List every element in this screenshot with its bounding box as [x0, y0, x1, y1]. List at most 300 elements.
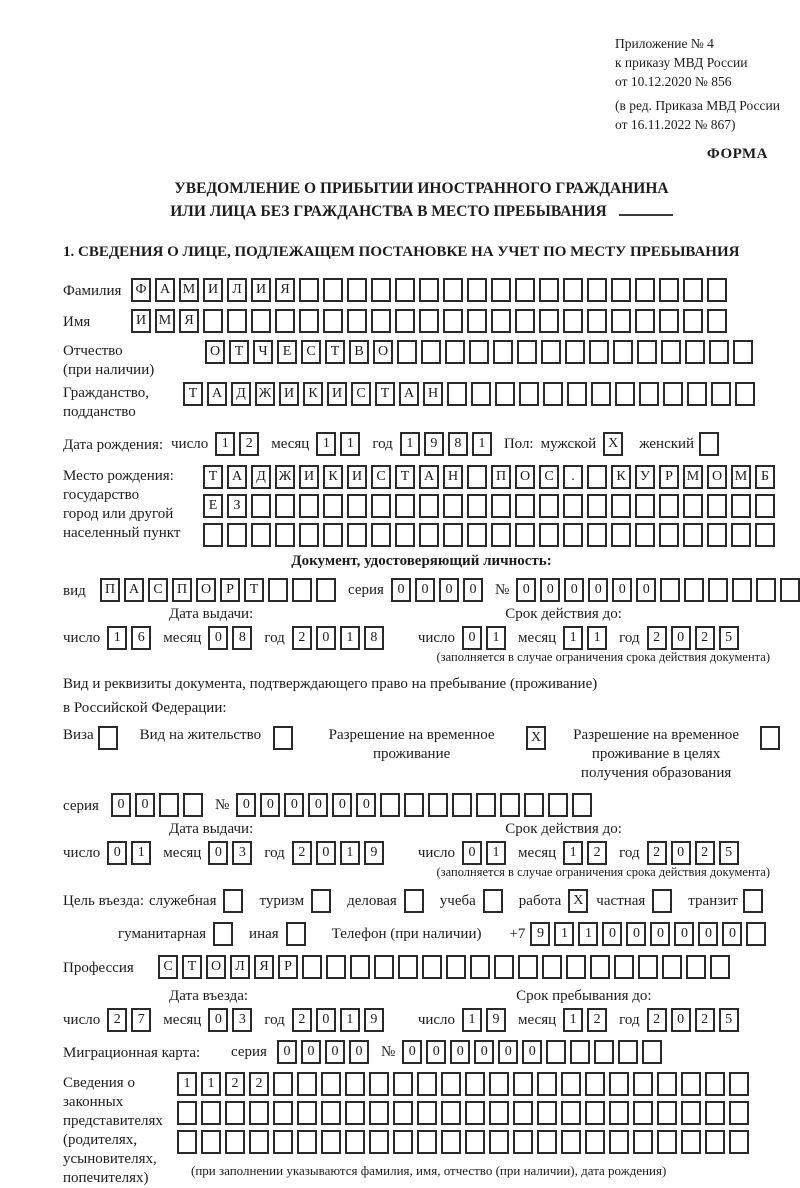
char-cell[interactable]: [681, 1130, 701, 1154]
checkbox-cell[interactable]: [213, 922, 233, 946]
char-cell[interactable]: [590, 955, 610, 979]
char-cell[interactable]: [371, 278, 391, 302]
char-cell[interactable]: [637, 340, 657, 364]
char-cell[interactable]: 0: [301, 1040, 321, 1064]
char-cell[interactable]: [302, 955, 322, 979]
char-cell[interactable]: Л: [230, 955, 250, 979]
char-cell[interactable]: [618, 1040, 638, 1064]
char-cell[interactable]: [465, 1101, 485, 1125]
checkbox-cell[interactable]: [286, 922, 306, 946]
char-cell[interactable]: Л: [227, 278, 247, 302]
char-cell[interactable]: 1: [201, 1072, 221, 1096]
char-cell[interactable]: [489, 1072, 509, 1096]
char-cell[interactable]: [635, 523, 655, 547]
char-cell[interactable]: [297, 1101, 317, 1125]
char-cell[interactable]: 1: [177, 1072, 197, 1096]
char-cell[interactable]: 2: [695, 1008, 715, 1032]
char-cell[interactable]: С: [371, 465, 391, 489]
char-cell[interactable]: [585, 1072, 605, 1096]
char-cell[interactable]: [347, 309, 367, 333]
char-cell[interactable]: [615, 382, 635, 406]
char-cell[interactable]: 0: [463, 578, 483, 602]
char-cell[interactable]: [369, 1101, 389, 1125]
char-cell[interactable]: [587, 278, 607, 302]
char-cell[interactable]: [275, 309, 295, 333]
char-cell[interactable]: [561, 1130, 581, 1154]
char-cell[interactable]: [321, 1072, 341, 1096]
char-cell[interactable]: [585, 1130, 605, 1154]
char-cell[interactable]: [609, 1101, 629, 1125]
char-cell[interactable]: [447, 382, 467, 406]
char-cell[interactable]: 0: [602, 922, 622, 946]
char-cell[interactable]: 1: [563, 1008, 583, 1032]
char-cell[interactable]: М: [179, 278, 199, 302]
char-cell[interactable]: 1: [578, 922, 598, 946]
char-cell[interactable]: [542, 955, 562, 979]
char-cell[interactable]: 6: [131, 626, 151, 650]
char-cell[interactable]: [183, 793, 203, 817]
char-cell[interactable]: 2: [647, 626, 667, 650]
char-cell[interactable]: 9: [364, 1008, 384, 1032]
char-cell[interactable]: О: [196, 578, 216, 602]
char-cell[interactable]: 0: [236, 793, 256, 817]
char-cell[interactable]: 0: [522, 1040, 542, 1064]
char-cell[interactable]: П: [172, 578, 192, 602]
char-cell[interactable]: 1: [486, 841, 506, 865]
char-cell[interactable]: Н: [423, 382, 443, 406]
char-cell[interactable]: [393, 1072, 413, 1096]
char-cell[interactable]: [467, 465, 487, 489]
char-cell[interactable]: 0: [426, 1040, 446, 1064]
char-cell[interactable]: [316, 578, 336, 602]
char-cell[interactable]: 0: [325, 1040, 345, 1064]
char-cell[interactable]: [611, 494, 631, 518]
char-cell[interactable]: [633, 1101, 653, 1125]
char-cell[interactable]: 0: [564, 578, 584, 602]
char-cell[interactable]: [469, 340, 489, 364]
char-cell[interactable]: [729, 1101, 749, 1125]
char-cell[interactable]: [683, 278, 703, 302]
char-cell[interactable]: О: [205, 340, 225, 364]
char-cell[interactable]: 0: [439, 578, 459, 602]
char-cell[interactable]: [299, 494, 319, 518]
char-cell[interactable]: [445, 340, 465, 364]
char-cell[interactable]: 0: [316, 626, 336, 650]
char-cell[interactable]: Т: [203, 465, 223, 489]
char-cell[interactable]: Е: [277, 340, 297, 364]
char-cell[interactable]: 1: [340, 1008, 360, 1032]
char-cell[interactable]: 0: [356, 793, 376, 817]
char-cell[interactable]: 0: [135, 793, 155, 817]
char-cell[interactable]: [441, 1072, 461, 1096]
checkbox-cell[interactable]: [404, 889, 424, 913]
char-cell[interactable]: [731, 523, 751, 547]
char-cell[interactable]: [227, 309, 247, 333]
char-cell[interactable]: 2: [292, 841, 312, 865]
char-cell[interactable]: 0: [674, 922, 694, 946]
char-cell[interactable]: [371, 309, 391, 333]
char-cell[interactable]: [201, 1101, 221, 1125]
char-cell[interactable]: О: [206, 955, 226, 979]
char-cell[interactable]: 0: [402, 1040, 422, 1064]
char-cell[interactable]: [299, 309, 319, 333]
char-cell[interactable]: [705, 1130, 725, 1154]
checkbox-cell[interactable]: X: [568, 889, 588, 913]
char-cell[interactable]: И: [203, 278, 223, 302]
char-cell[interactable]: Ж: [255, 382, 275, 406]
char-cell[interactable]: [395, 494, 415, 518]
char-cell[interactable]: [177, 1101, 197, 1125]
char-cell[interactable]: [709, 340, 729, 364]
char-cell[interactable]: [201, 1130, 221, 1154]
char-cell[interactable]: [546, 1040, 566, 1064]
char-cell[interactable]: [227, 523, 247, 547]
char-cell[interactable]: [393, 1130, 413, 1154]
char-cell[interactable]: [452, 793, 472, 817]
char-cell[interactable]: [467, 494, 487, 518]
char-cell[interactable]: [395, 309, 415, 333]
char-cell[interactable]: [541, 340, 561, 364]
char-cell[interactable]: [323, 494, 343, 518]
char-cell[interactable]: 0: [722, 922, 742, 946]
char-cell[interactable]: [732, 578, 752, 602]
char-cell[interactable]: [684, 578, 704, 602]
char-cell[interactable]: [417, 1130, 437, 1154]
char-cell[interactable]: Р: [220, 578, 240, 602]
char-cell[interactable]: [633, 1130, 653, 1154]
char-cell[interactable]: 8: [364, 626, 384, 650]
char-cell[interactable]: Т: [183, 382, 203, 406]
char-cell[interactable]: [685, 340, 705, 364]
char-cell[interactable]: [467, 309, 487, 333]
char-cell[interactable]: [159, 793, 179, 817]
char-cell[interactable]: [443, 523, 463, 547]
char-cell[interactable]: [662, 955, 682, 979]
char-cell[interactable]: К: [323, 465, 343, 489]
char-cell[interactable]: Ж: [275, 465, 295, 489]
char-cell[interactable]: [587, 465, 607, 489]
char-cell[interactable]: 9: [486, 1008, 506, 1032]
char-cell[interactable]: 0: [650, 922, 670, 946]
char-cell[interactable]: М: [731, 465, 751, 489]
char-cell[interactable]: С: [301, 340, 321, 364]
checkbox-cell[interactable]: [483, 889, 503, 913]
char-cell[interactable]: И: [299, 465, 319, 489]
char-cell[interactable]: 1: [107, 626, 127, 650]
char-cell[interactable]: 1: [340, 841, 360, 865]
char-cell[interactable]: 2: [647, 1008, 667, 1032]
char-cell[interactable]: [635, 494, 655, 518]
char-cell[interactable]: 0: [671, 841, 691, 865]
char-cell[interactable]: С: [351, 382, 371, 406]
char-cell[interactable]: [587, 523, 607, 547]
char-cell[interactable]: И: [347, 465, 367, 489]
char-cell[interactable]: 0: [516, 578, 536, 602]
checkbox-cell[interactable]: [311, 889, 331, 913]
char-cell[interactable]: [441, 1130, 461, 1154]
char-cell[interactable]: [443, 309, 463, 333]
char-cell[interactable]: [397, 340, 417, 364]
char-cell[interactable]: [249, 1130, 269, 1154]
char-cell[interactable]: 2: [292, 1008, 312, 1032]
char-cell[interactable]: [369, 1130, 389, 1154]
char-cell[interactable]: 1: [563, 626, 583, 650]
char-cell[interactable]: .: [563, 465, 583, 489]
char-cell[interactable]: 0: [284, 793, 304, 817]
char-cell[interactable]: [297, 1130, 317, 1154]
char-cell[interactable]: 0: [540, 578, 560, 602]
char-cell[interactable]: З: [227, 494, 247, 518]
char-cell[interactable]: [705, 1072, 725, 1096]
char-cell[interactable]: [589, 340, 609, 364]
char-cell[interactable]: О: [373, 340, 393, 364]
char-cell[interactable]: [780, 578, 800, 602]
char-cell[interactable]: [729, 1072, 749, 1096]
char-cell[interactable]: 5: [719, 841, 739, 865]
char-cell[interactable]: М: [683, 465, 703, 489]
char-cell[interactable]: Б: [755, 465, 775, 489]
char-cell[interactable]: [471, 382, 491, 406]
char-cell[interactable]: [663, 382, 683, 406]
char-cell[interactable]: [594, 1040, 614, 1064]
char-cell[interactable]: [225, 1101, 245, 1125]
char-cell[interactable]: [729, 1130, 749, 1154]
char-cell[interactable]: [539, 309, 559, 333]
char-cell[interactable]: [395, 523, 415, 547]
char-cell[interactable]: [515, 309, 535, 333]
char-cell[interactable]: [565, 340, 585, 364]
char-cell[interactable]: [567, 382, 587, 406]
char-cell[interactable]: [587, 494, 607, 518]
char-cell[interactable]: [404, 793, 424, 817]
checkbox-cell[interactable]: X: [603, 432, 623, 456]
char-cell[interactable]: Т: [229, 340, 249, 364]
char-cell[interactable]: [539, 278, 559, 302]
char-cell[interactable]: Ф: [131, 278, 151, 302]
char-cell[interactable]: 1: [400, 432, 420, 456]
char-cell[interactable]: [371, 523, 391, 547]
char-cell[interactable]: [177, 1130, 197, 1154]
char-cell[interactable]: [446, 955, 466, 979]
char-cell[interactable]: У: [635, 465, 655, 489]
char-cell[interactable]: [467, 278, 487, 302]
char-cell[interactable]: [639, 382, 659, 406]
char-cell[interactable]: [524, 793, 544, 817]
char-cell[interactable]: [661, 340, 681, 364]
char-cell[interactable]: [591, 382, 611, 406]
char-cell[interactable]: 3: [232, 841, 252, 865]
char-cell[interactable]: 0: [588, 578, 608, 602]
char-cell[interactable]: И: [279, 382, 299, 406]
char-cell[interactable]: [203, 523, 223, 547]
char-cell[interactable]: [422, 955, 442, 979]
char-cell[interactable]: 1: [563, 841, 583, 865]
char-cell[interactable]: [465, 1072, 485, 1096]
char-cell[interactable]: [513, 1072, 533, 1096]
char-cell[interactable]: 0: [316, 841, 336, 865]
char-cell[interactable]: [428, 793, 448, 817]
char-cell[interactable]: [746, 922, 766, 946]
char-cell[interactable]: 1: [472, 432, 492, 456]
char-cell[interactable]: [347, 278, 367, 302]
char-cell[interactable]: [686, 955, 706, 979]
char-cell[interactable]: [323, 523, 343, 547]
char-cell[interactable]: И: [327, 382, 347, 406]
char-cell[interactable]: [225, 1130, 245, 1154]
char-cell[interactable]: 2: [647, 841, 667, 865]
checkbox-cell[interactable]: [223, 889, 243, 913]
char-cell[interactable]: [419, 494, 439, 518]
char-cell[interactable]: [443, 278, 463, 302]
char-cell[interactable]: Т: [325, 340, 345, 364]
checkbox-cell[interactable]: [652, 889, 672, 913]
char-cell[interactable]: [421, 340, 441, 364]
char-cell[interactable]: [570, 1040, 590, 1064]
char-cell[interactable]: Е: [203, 494, 223, 518]
char-cell[interactable]: [419, 309, 439, 333]
char-cell[interactable]: К: [611, 465, 631, 489]
char-cell[interactable]: 9: [364, 841, 384, 865]
char-cell[interactable]: [609, 1130, 629, 1154]
char-cell[interactable]: А: [207, 382, 227, 406]
char-cell[interactable]: Т: [395, 465, 415, 489]
char-cell[interactable]: А: [419, 465, 439, 489]
char-cell[interactable]: 0: [698, 922, 718, 946]
char-cell[interactable]: [491, 494, 511, 518]
char-cell[interactable]: 5: [719, 1008, 739, 1032]
char-cell[interactable]: [710, 955, 730, 979]
char-cell[interactable]: [537, 1101, 557, 1125]
char-cell[interactable]: Я: [254, 955, 274, 979]
char-cell[interactable]: П: [491, 465, 511, 489]
char-cell[interactable]: 2: [239, 432, 259, 456]
char-cell[interactable]: [518, 955, 538, 979]
char-cell[interactable]: [500, 793, 520, 817]
char-cell[interactable]: И: [131, 309, 151, 333]
char-cell[interactable]: 1: [486, 626, 506, 650]
char-cell[interactable]: С: [539, 465, 559, 489]
char-cell[interactable]: [347, 494, 367, 518]
char-cell[interactable]: [326, 955, 346, 979]
char-cell[interactable]: 8: [448, 432, 468, 456]
char-cell[interactable]: [273, 1101, 293, 1125]
char-cell[interactable]: [350, 955, 370, 979]
char-cell[interactable]: [321, 1130, 341, 1154]
char-cell[interactable]: [323, 278, 343, 302]
char-cell[interactable]: [563, 494, 583, 518]
char-cell[interactable]: [203, 309, 223, 333]
char-cell[interactable]: [513, 1101, 533, 1125]
char-cell[interactable]: [515, 494, 535, 518]
char-cell[interactable]: 8: [232, 626, 252, 650]
char-cell[interactable]: [465, 1130, 485, 1154]
char-cell[interactable]: [249, 1101, 269, 1125]
char-cell[interactable]: 2: [695, 841, 715, 865]
char-cell[interactable]: [275, 523, 295, 547]
char-cell[interactable]: [419, 523, 439, 547]
char-cell[interactable]: 2: [587, 841, 607, 865]
char-cell[interactable]: 7: [131, 1008, 151, 1032]
char-cell[interactable]: [659, 278, 679, 302]
char-cell[interactable]: [537, 1072, 557, 1096]
char-cell[interactable]: [273, 1072, 293, 1096]
char-cell[interactable]: [299, 523, 319, 547]
char-cell[interactable]: 3: [232, 1008, 252, 1032]
char-cell[interactable]: [491, 523, 511, 547]
char-cell[interactable]: Д: [251, 465, 271, 489]
char-cell[interactable]: [345, 1130, 365, 1154]
char-cell[interactable]: 0: [671, 1008, 691, 1032]
char-cell[interactable]: 0: [208, 1008, 228, 1032]
char-cell[interactable]: 0: [474, 1040, 494, 1064]
char-cell[interactable]: [517, 340, 537, 364]
char-cell[interactable]: [687, 382, 707, 406]
char-cell[interactable]: [613, 340, 633, 364]
char-cell[interactable]: [491, 278, 511, 302]
char-cell[interactable]: [707, 494, 727, 518]
char-cell[interactable]: [251, 523, 271, 547]
char-cell[interactable]: 0: [332, 793, 352, 817]
char-cell[interactable]: [755, 494, 775, 518]
char-cell[interactable]: [493, 340, 513, 364]
char-cell[interactable]: [543, 382, 563, 406]
char-cell[interactable]: [321, 1101, 341, 1125]
char-cell[interactable]: 0: [208, 841, 228, 865]
char-cell[interactable]: 0: [671, 626, 691, 650]
char-cell[interactable]: [660, 578, 680, 602]
char-cell[interactable]: [683, 309, 703, 333]
char-cell[interactable]: [611, 309, 631, 333]
char-cell[interactable]: [657, 1072, 677, 1096]
char-cell[interactable]: [642, 1040, 662, 1064]
char-cell[interactable]: [705, 1101, 725, 1125]
char-cell[interactable]: [489, 1101, 509, 1125]
char-cell[interactable]: 0: [626, 922, 646, 946]
char-cell[interactable]: К: [303, 382, 323, 406]
char-cell[interactable]: [345, 1072, 365, 1096]
char-cell[interactable]: [681, 1101, 701, 1125]
char-cell[interactable]: 2: [225, 1072, 245, 1096]
checkbox-cell[interactable]: X: [526, 726, 546, 750]
char-cell[interactable]: С: [158, 955, 178, 979]
char-cell[interactable]: Ч: [253, 340, 273, 364]
char-cell[interactable]: [491, 309, 511, 333]
char-cell[interactable]: А: [124, 578, 144, 602]
char-cell[interactable]: [489, 1130, 509, 1154]
char-cell[interactable]: [563, 309, 583, 333]
char-cell[interactable]: М: [155, 309, 175, 333]
char-cell[interactable]: А: [227, 465, 247, 489]
char-cell[interactable]: [515, 278, 535, 302]
char-cell[interactable]: 5: [719, 626, 739, 650]
char-cell[interactable]: Т: [182, 955, 202, 979]
char-cell[interactable]: Д: [231, 382, 251, 406]
char-cell[interactable]: [609, 1072, 629, 1096]
char-cell[interactable]: 9: [424, 432, 444, 456]
char-cell[interactable]: Я: [179, 309, 199, 333]
char-cell[interactable]: Я: [275, 278, 295, 302]
char-cell[interactable]: [268, 578, 288, 602]
char-cell[interactable]: [563, 278, 583, 302]
char-cell[interactable]: Т: [375, 382, 395, 406]
char-cell[interactable]: [371, 494, 391, 518]
char-cell[interactable]: 2: [107, 1008, 127, 1032]
char-cell[interactable]: 1: [215, 432, 235, 456]
char-cell[interactable]: 0: [636, 578, 656, 602]
char-cell[interactable]: 0: [462, 626, 482, 650]
char-cell[interactable]: [563, 523, 583, 547]
char-cell[interactable]: [635, 278, 655, 302]
